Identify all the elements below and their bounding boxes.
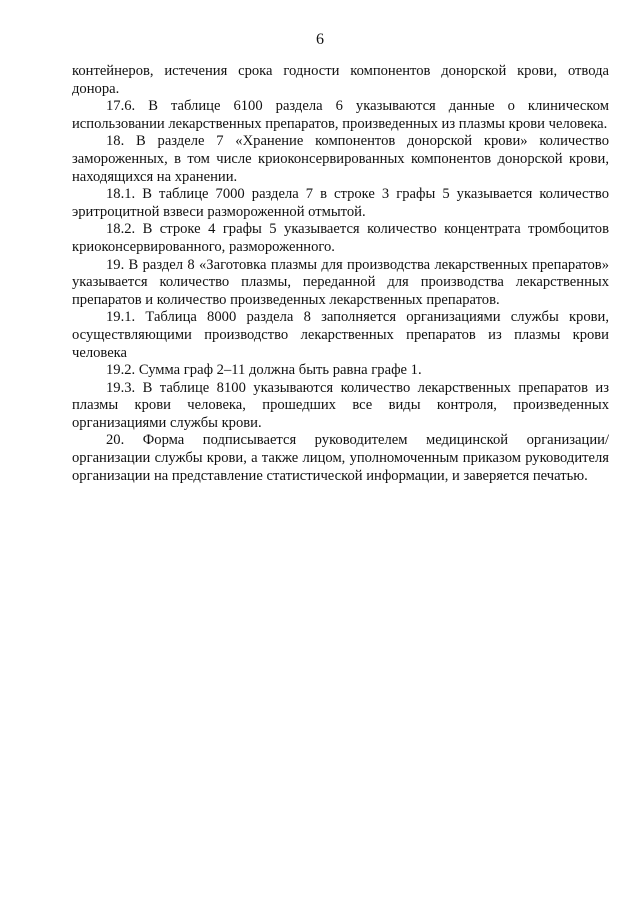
paragraph-17-6: 17.6. В таблице 6100 раздела 6 указываются данные о клиническом использовании лекарственных препаратов, произведенных из плазмы крови человека. bbox=[72, 98, 609, 132]
paragraph-19-1: 19.1. Таблица 8000 раздела 8 заполняется организациями службы крови, осуществляющими производство лекарственных препаратов из плазмы крови человека bbox=[72, 309, 609, 361]
paragraph-19-3: 19.3. В таблице 8100 указываются количество лекарственных препаратов из плазмы крови человека, прошедших все виды контроля, произведенных организациями службы крови. bbox=[72, 379, 609, 431]
page-number: 6 bbox=[316, 31, 324, 48]
paragraph-continuation: контейнеров, истечения срока годности компонентов донорской крови, отвода донора. bbox=[72, 63, 609, 97]
paragraph-19-2: 19.2. Сумма граф 2–11 должна быть равна графе 1. bbox=[106, 362, 422, 379]
paragraph-18-1: 18.1. В таблице 7000 раздела 7 в строке 3 графы 5 указывается количество эритроцитной взвеси размороженной отмытой. bbox=[72, 186, 609, 220]
paragraph-20: 20. Форма подписывается руководителем медицинской организации/ организации службы крови, а также лицом, уполномоченным приказом руководителя организации на представление статистической информации, и заверяется печатью. bbox=[72, 432, 609, 484]
paragraph-18-2: 18.2. В строке 4 графы 5 указывается количество концентрата тромбоцитов криоконсервированного, размороженного. bbox=[72, 221, 609, 255]
paragraph-18: 18. В разделе 7 «Хранение компонентов донорской крови» количество замороженных, в том числе криоконсервированных компонентов донорской крови, находящихся на хранении. bbox=[72, 133, 609, 185]
paragraph-19: 19. В раздел 8 «Заготовка плазмы для производства лекарственных препаратов» указывается количество плазмы, переданной для производства лекарственных препаратов и количество произведенных лекарственных препаратов. bbox=[72, 256, 609, 308]
document-body bbox=[72, 63, 609, 485]
